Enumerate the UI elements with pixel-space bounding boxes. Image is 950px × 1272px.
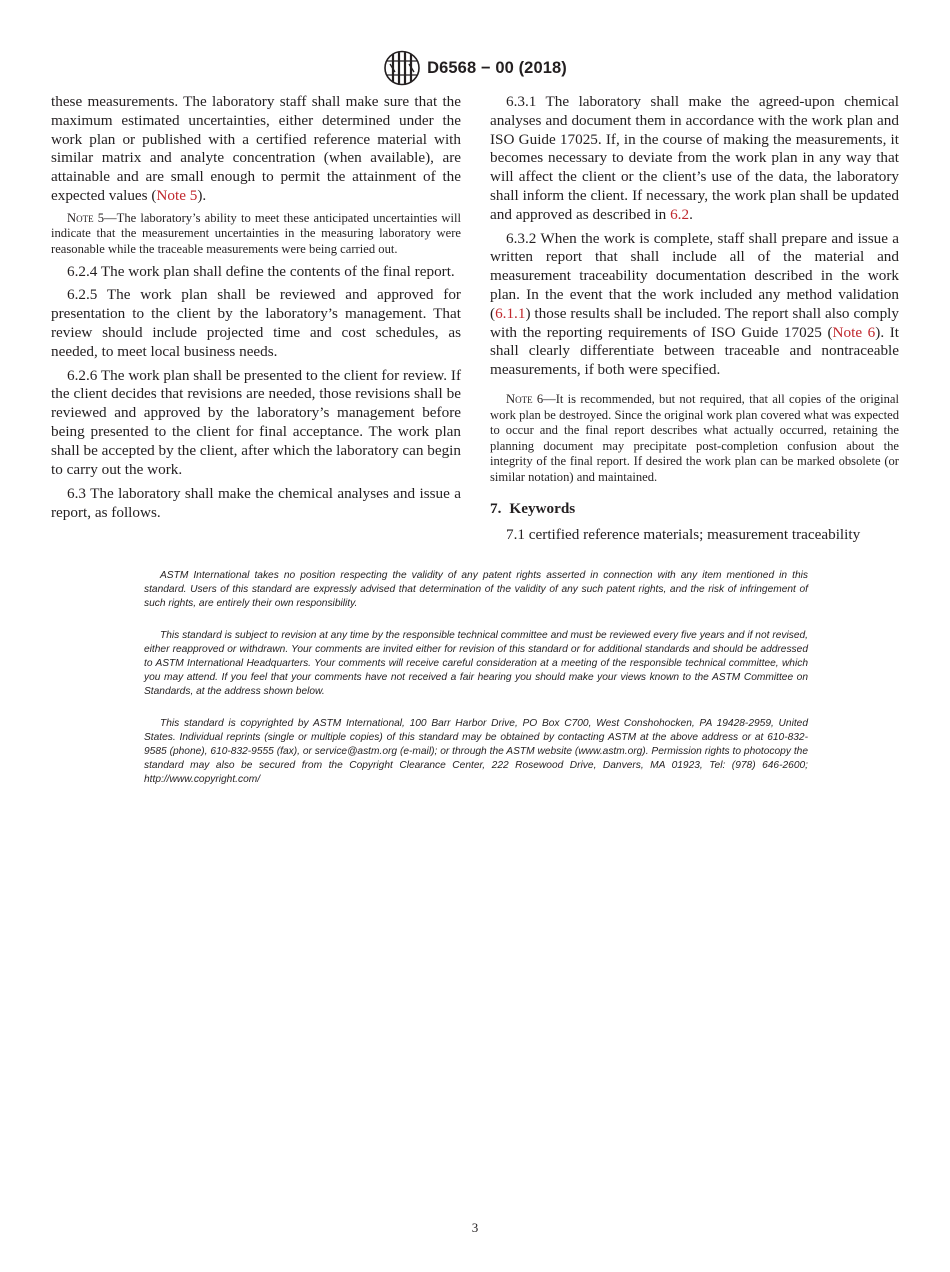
standard-designation: D6568 − 00 (2018): [427, 58, 567, 77]
section-number: 7.: [490, 499, 502, 517]
note-text: 6—It is recommended, but not required, that all copies of the original work plan be destroyed. Since the original work plan covered what was expected to occur and the final report describes what actually occurred, retaining the planning document may precipitate post-completion confusion about the integrity of the final report. If desired the work plan can be marked obsolete (or similar notation) and maintained.: [490, 391, 899, 484]
section-7-heading: [490, 500, 899, 519]
note-label: Note: [506, 391, 533, 406]
paragraph-6-2-4: 6.2.4 The work plan shall define the contents of the final report.: [67, 262, 455, 280]
paragraph-6-3-1: [490, 93, 899, 225]
paragraph-text: ). It shall clearly differentiate between traceable and nontraceable measurements, if both were specified.: [490, 323, 899, 379]
section-6-2-link[interactable]: 6.2: [670, 205, 690, 223]
section-title: Keywords: [509, 499, 576, 517]
revision-notice: This standard is subject to revision at any time by the responsible technical committee and must be reviewed every five years and if not revised, either reapproved or withdrawn. Your comments are invited either for revision of this standard or for additional standards and should be addressed to ASTM International Headquarters. Your comments will receive careful consideration at a meeting of the responsible technical committee, which you may attend. If you feel that your comments have not received a fair hearing you should make your views known to the ASTM Committee on Standards, at the address shown below.: [144, 630, 808, 697]
section-6-1-1-link[interactable]: 6.1.1: [495, 304, 526, 322]
paragraph-text: 6.3.1 The laboratory shall make the agreed-upon chemical analyses and document them in accordance with the work plan and ISO Guide 17025. If, in the course of making the measurements, it becomes necessary to deviate from the work plan in any way that will affect the client or the client’s use of the data, the laboratory shall inform the client. If necessary, the work plan shall be updated and approved as described in: [490, 93, 899, 223]
legal-footer: [144, 569, 808, 805]
paragraph-text: .: [689, 205, 693, 223]
left-column: [51, 93, 461, 528]
paragraph-6-2-5: 6.2.5 The work plan shall be reviewed and approved for presentation to the client by the laboratory’s management. That review should include projected time and cost schedules, as needed, to meet local business needs.: [51, 286, 461, 360]
paragraph-continued: [51, 93, 461, 206]
copyright-notice: This standard is copyrighted by ASTM International, 100 Barr Harbor Drive, PO Box C700, West Conshohocken, PA 19428-2959, United States. Individual reprints (single or multiple copies) of this standard may be obtained by contacting ASTM at the above address or at 610-832-9585 (phone), 610-832-9555 (fax), or service@astm.org (e-mail); or through the ASTM website (www.astm.org). Permission rights to photocopy the standard may also be secured from the Copyright Clearance Center, 222 Rosewood Drive, Danvers, MA 01923, Tel: (978) 646-2600; http://www.copyright.com/: [144, 718, 808, 785]
note-5: [51, 211, 461, 258]
paragraph-7-1: 7.1 certified reference materials; measurement traceability: [506, 526, 861, 544]
patent-notice: ASTM International takes no position respecting the validity of any patent rights asserted in connection with any item mentioned in this standard. Users of this standard are expressly advised that determination of the validity of any such patent rights, and the risk of infringement of such rights, are entirely their own responsibility.: [144, 570, 808, 609]
paragraph-6-3: 6.3 The laboratory shall make the chemical analyses and issue a report, as follows.: [51, 485, 461, 522]
note-6-link[interactable]: Note 6: [832, 323, 876, 341]
paragraph-text: ).: [197, 186, 207, 204]
header-inner: [383, 50, 567, 86]
page-header: [0, 50, 950, 91]
page-number: 3: [471, 1220, 479, 1235]
paragraph-text: 6.3.2 When the work is complete, staff shall prepare and issue a written report that shall include all of the material and measurement traceability documentation described in the work plan. In the event that the work included any method validation (: [490, 229, 899, 322]
right-column: [490, 93, 899, 550]
astm-logo-icon: [383, 50, 421, 86]
paragraph-6-3-2: [490, 230, 899, 380]
note-6: [490, 392, 899, 486]
note-text: 5—The laboratory’s ability to meet these anticipated uncertainties will indicate that the measurement uncertainties in the measuring laboratory were reasonable while the traceable measurements were being carried out.: [51, 210, 461, 256]
paragraph-text: these measurements. The laboratory staff shall make sure that the maximum estimated uncertainties, either determined under the work plan or published with a certified reference material with similar matrix and analyte concentration (when available), are attainable and are small enough to permit the attainment of the expected values (: [51, 93, 461, 204]
note-label: Note: [67, 210, 94, 225]
paragraph-text: ) those results shall be included. The report shall also comply with the reporting requirements of ISO Guide 17025 (: [490, 304, 899, 341]
note-5-link[interactable]: Note 5: [156, 186, 198, 204]
paragraph-6-2-6: 6.2.6 The work plan shall be presented to the client for review. If the client decides that revisions are needed, those revisions shall be reviewed and approved by the laboratory’s management before being presented to the client for final acceptance. The work plan shall be accepted by the client, after which the laboratory can begin to carry out the work.: [51, 366, 461, 478]
